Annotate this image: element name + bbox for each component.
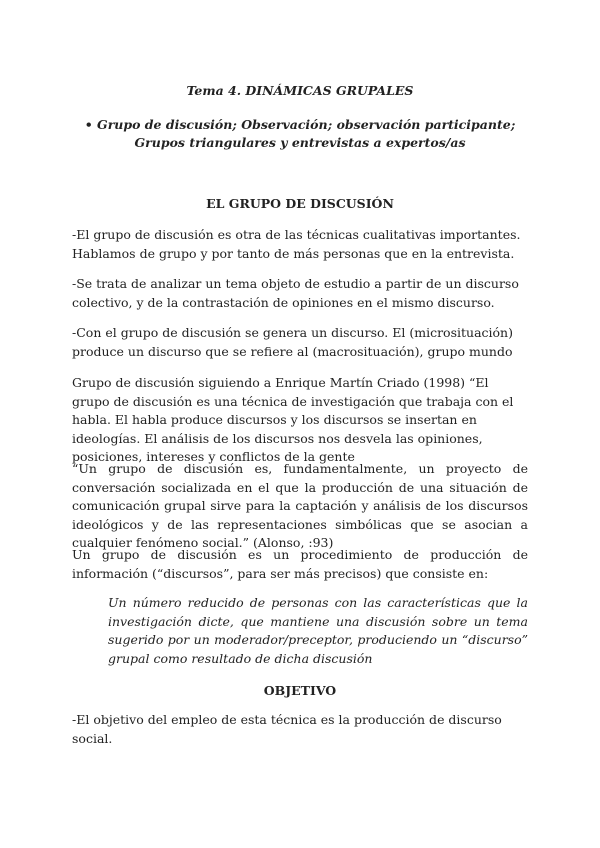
document-subtitle: • Grupo de discusión; Observación; observación participante; Grupos triangulares y entrevistas a expertos/as [84,117,516,150]
document-title: Tema 4. DINÁMICAS GRUPALES [186,83,414,98]
paragraph-3: -Con el grupo de discusión se genera un discurso. El (microsituación) produce un discurso que se refiere al (macrosituación), grupo mundo [72,325,513,359]
objective-paragraph: -El objetivo del empleo de esta técnica es la producción de discurso social. [72,712,502,746]
section-heading-grupo-discusion: EL GRUPO DE DISCUSIÓN [206,196,394,211]
block-quote: Un número reducido de personas con las características que la investigación dicte, que mantiene una discusión sobre un tema sugerido por un moderador/preceptor, produciendo un “discurso” grupal como resultado de dicha discusión [108,595,528,666]
paragraph-1: -El grupo de discusión es otra de las técnicas cualitativas importantes. Hablamos de grupo y por tanto de más personas que en la entrevista. [72,227,521,261]
section-heading-objetivo: OBJETIVO [263,683,337,698]
paragraph-2: -Se trata de analizar un tema objeto de estudio a partir de un discurso colectivo, y de la contrastación de opiniones en el mismo discurso. [72,276,519,310]
paragraph-6: Un grupo de discusión es un procedimiento de producción de información (“discursos”, para ser más precisos) que consiste en: [72,547,528,581]
paragraph-4: Grupo de discusión siguiendo a Enrique Martín Criado (1998) “El grupo de discusión es una técnica de investigación que trabaja con el habla. El habla produce discursos y los discursos se insertan en ideologías. El análisis de los discursos nos desvela las opiniones, posiciones, intereses y conflictos de la gente [72,375,514,464]
paragraph-5: “Un grupo de discusión es, fundamentalmente, un proyecto de conversación socializada en el que la producción de una situación de comunicación grupal sirve para la captación y análisis de los discursos ideológicos y de las representaciones simbólicas que se asocian a cualquier fenómeno social.” (Alonso, :93) [72,461,528,550]
